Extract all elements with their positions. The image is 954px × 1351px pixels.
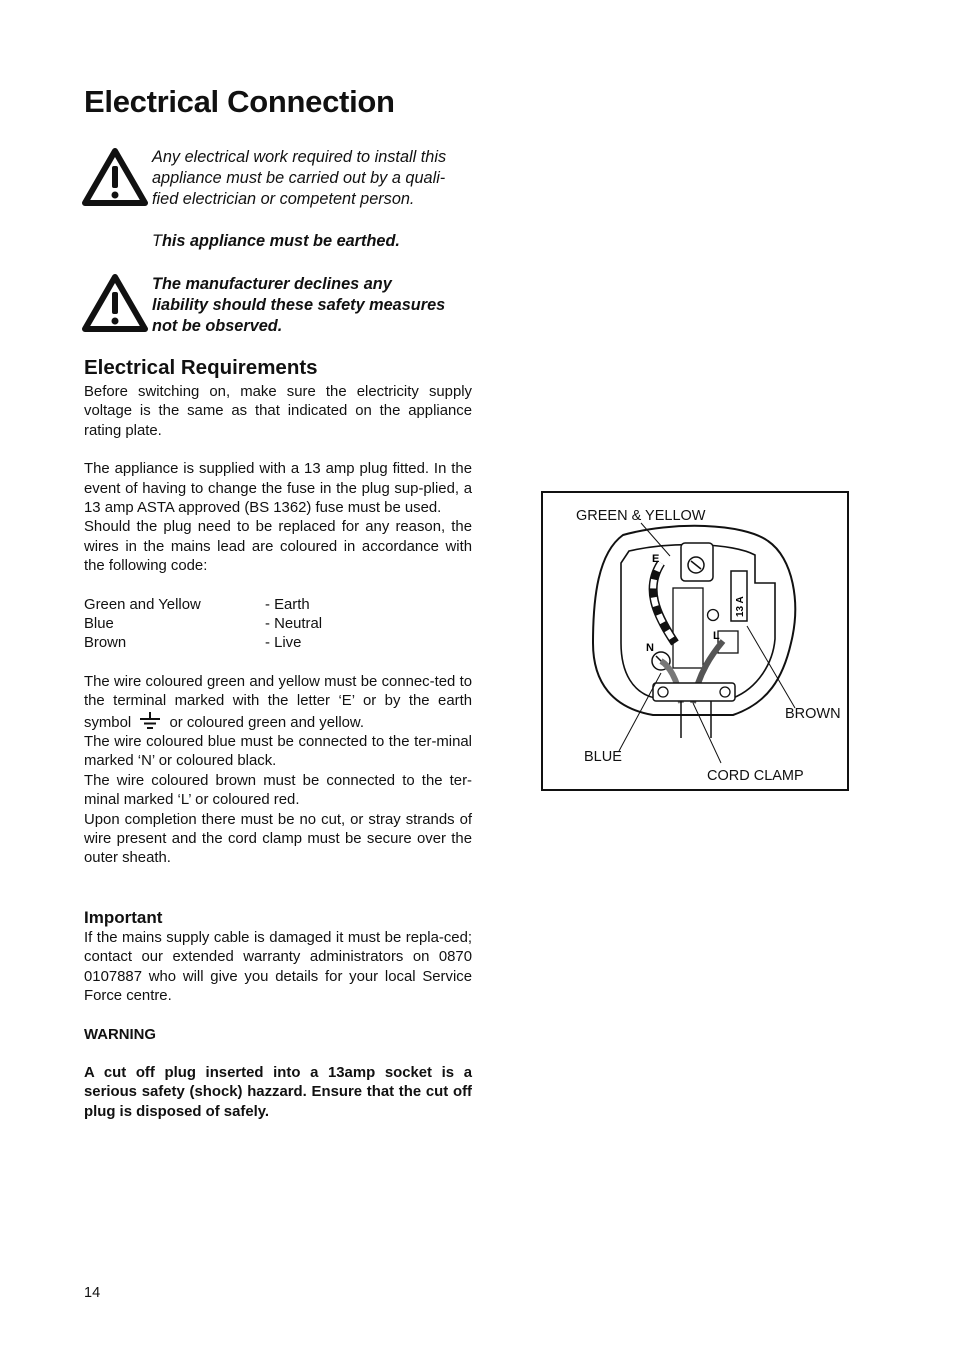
page-number: 14 xyxy=(84,1285,101,1301)
paragraph: The wire coloured green and yellow must be connec-ted to the terminal marked with the letter ‘E’ or by the earth symbol or coloured green and yellow. xyxy=(84,673,472,731)
paragraph: A cut off plug inserted into a 13amp socket is a serious safety (shock) hazzard. Ensure that the cut off plug is disposed of safely. xyxy=(84,1065,472,1120)
warning-line: appliance must be carried out by a quali- xyxy=(152,169,446,187)
wire-code-table xyxy=(84,596,472,654)
paragraph: Before switching on, make sure the electricity supply voltage is the same as that indicated on the appliance rating plate. xyxy=(84,384,472,439)
warning-section-heading: WARNING xyxy=(84,1027,156,1043)
brown-label: BROWN xyxy=(785,706,841,722)
important-body xyxy=(84,929,472,1007)
warning-line: Any electrical work required to install this xyxy=(152,148,447,166)
paragraph: The appliance is supplied with a 13 amp plug fitted. In the event of having to change the fuse in the plug sup-plied, a 13 amp ASTA approved (BS 1362) fuse must be used. xyxy=(84,461,472,517)
terminal-l-label: L xyxy=(713,630,720,642)
paragraph: If the mains supply cable is damaged it must be repla-ced; contact our extended warranty administrators on 0870 0107887 who will give you details for your local Service Force centre. xyxy=(84,930,472,1005)
warning-installation-text xyxy=(152,147,474,210)
plug-illustration xyxy=(543,493,847,789)
terminal-e-label: E xyxy=(652,553,660,565)
terminal-n-label: N xyxy=(646,642,654,654)
paragraph: Upon completion there must be no cut, or stray strands of wire present and the cord clamp must be secure over the outer sheath. xyxy=(84,811,472,867)
warning-triangle-icon xyxy=(82,274,148,332)
requirements-body xyxy=(84,383,472,869)
wire-colour: Green and Yellow xyxy=(84,596,201,613)
wire-colour: Brown xyxy=(84,635,127,652)
warning-triangle-icon xyxy=(82,148,148,206)
wire-code-row xyxy=(84,596,472,615)
warning-liability-text xyxy=(152,274,474,337)
paragraph: The wire coloured brown must be connected to the ter-minal marked ‘L’ or coloured red. xyxy=(84,772,472,809)
page-title: Electrical Connection xyxy=(84,84,395,119)
wire-code-row xyxy=(84,615,472,634)
wire-meaning: - Earth xyxy=(265,596,310,613)
wire-meaning: - Live xyxy=(265,635,302,652)
earth-symbol-icon xyxy=(138,712,162,730)
wire-colour: Blue xyxy=(84,616,114,633)
paragraph: The wire coloured blue must be connected to the ter-minal marked ‘N’ or coloured black. xyxy=(84,734,472,770)
warning-line: fied electrician or competent person. xyxy=(152,190,415,208)
warning-line: not be observed. xyxy=(152,317,283,335)
green-yellow-label: GREEN & YELLOW xyxy=(576,508,706,524)
requirements-heading: Electrical Requirements xyxy=(84,356,318,379)
paragraph: Should the plug need to be replaced for any reason, the wires in the mains lead are coloured in accordance with the following code: xyxy=(84,519,472,575)
earthed-notice: This appliance must be earthed. xyxy=(152,232,400,250)
fuse-rating-label: 13 A xyxy=(735,596,746,617)
cord-clamp-label: CORD CLAMP xyxy=(707,768,804,784)
warning-section-body xyxy=(84,1064,472,1122)
wire-code-row xyxy=(84,634,472,653)
blue-label: BLUE xyxy=(584,749,622,765)
warning-line: The manufacturer declines any xyxy=(152,275,392,293)
plug-wiring-diagram xyxy=(541,491,849,791)
warning-line: liability should these safety measures xyxy=(152,296,446,314)
important-heading: Important xyxy=(84,908,163,927)
wire-meaning: - Neutral xyxy=(265,616,323,633)
